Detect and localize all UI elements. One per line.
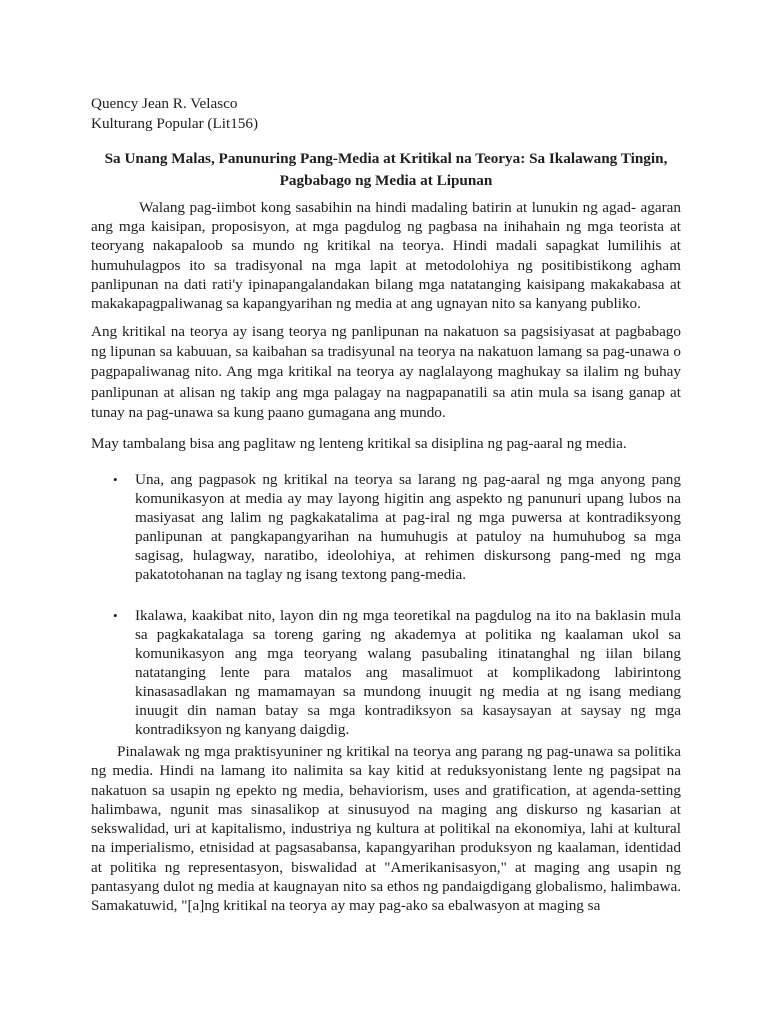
list-item (91, 470, 681, 584)
paragraph-4: Pinalawak ng mga praktisyuniner ng kritikal na teorya ang parang ng pag-unawa sa politika ng media. Hindi na lamang ito nalimita sa kay kitid at reduksyonistang lente ng pagsipat na nakatuon sa usapin ng epekto ng media, behaviorism, uses and gratification, at agenda-setting halimbawa, ngunit mas sinasalikop at sinusuyod na maging ang diskurso ng kasarian at sekswalidad, uri at kapitalismo, industriya ng kultura at politikal na ekonomiya, lahi at kultural na imperialismo, etnisidad at pagsasabansa, kapangyarihan produksyon ng kaalaman, identidad at politika ng representasyon, biswalidad at "Amerikanisasyon," at maging ang usapin ng pantasyang dulot ng media at kaugnayan nito sa ethos ng pandaigdigang globalismo, halimbawa. Samakatuwid, "[a]ng kritikal na teorya ay may pag-ako sa ebalwasyon at maging sa (91, 743, 681, 915)
list-item (91, 606, 681, 739)
paragraph-3: May tambalang bisa ang paglitaw ng lenteng kritikal sa disiplina ng pag-aaral ng media. (91, 435, 627, 452)
paragraph-2: Ang kritikal na teorya ay isang teorya ng panlipunan na nakatuon sa pagsisiyasat at pagbabago ng lipunan sa kabuuan, sa kaibahan sa tradisyunal na teorya na nakatuon lamang sa pag-unawa o pagpapaliwanag nito. Ang mga kritikal na teorya ay naglalayong maghukay sa ilalim ng buhay panlipunan at alisan ng takip ang mga palagay na nagpapanatili sa atin mula sa isang ganap at tunay na pag-unawa sa kung paano gumagana ang mundo. (91, 323, 681, 421)
document-header (91, 94, 258, 134)
bullet-list (91, 470, 681, 739)
bullet-text-1: Una, ang pagpasok ng kritikal na teorya sa larang ng pag-aaral ng mga anyong pang komunikasyon at media ay may layong higitin ang aspekto ng panunuri upang lubos na masiyasat ang lalim ng pagkakatalima at pag-iral ng mga puwersa at kontradiksyong panlipunan at pangkapangyarihan na humuhugis at patuloy na humuhubog sa mga sagisag, hulagway, naratibo, ideolohiya, at rehimen diskursong pang-med ng mga pakatotohanan na taglay ng isang textong pang-media. (135, 471, 681, 583)
bullet-marker: • (113, 608, 118, 623)
author-name: Quency Jean R. Velasco (91, 95, 238, 112)
document-title (91, 148, 681, 192)
title-line-2: Pagbabago ng Media at Lipunan (279, 172, 493, 189)
course-name: Kulturang Popular (Lit156) (91, 115, 259, 132)
bullet-marker: • (113, 472, 118, 487)
bullet-text-2: Ikalawa, kaakibat nito, layon din ng mga teoretikal na pagdulog na ito na baklasin mula sa pagkakatalaga sa toreng garing ng akademya at politika ng kaalaman ukol sa komunikasyon ang mga teoryang walang pasubaling itinatanghal ng iilan bilang natatanging lente para matalos ang masalimuot at komplikadong labirintong kinasasadlakan ng mamamayan sa mundong inuugit ng media at ng isang mediang inuugit din naman batay sa mga kontradiksyon sa kasaysayan at saysay ng mga kontradiksyon ng kanyang daigdig. (135, 607, 681, 738)
title-line-1: Sa Unang Malas, Panunuring Pang-Media at Kritikal na Teorya: Sa Ikalawang Tingin, (104, 150, 668, 167)
paragraph-1: Walang pag-iimbot kong sasabihin na hindi madaling batirin at lunukin ng agad- agaran ang mga kaisipan, proposisyon, at mga pagdulog ng pagbasa na inihahain ng mga teorista at teoryang nakapaloob sa mundo ng kritikal na teorya. Hindi madali sapagkat lumilihis at humuhulagpos ito sa tradisyonal na mga lapit at metodolohiya ng positibistikong agham panlipunan na dati rati'y ipinapangalandakan bilang mga natatanging kaisipang makakabasa at makakapagpaliwanag sa kapangyarihan ng media at ang ugnayan nito sa kanyang publiko. (91, 199, 681, 313)
